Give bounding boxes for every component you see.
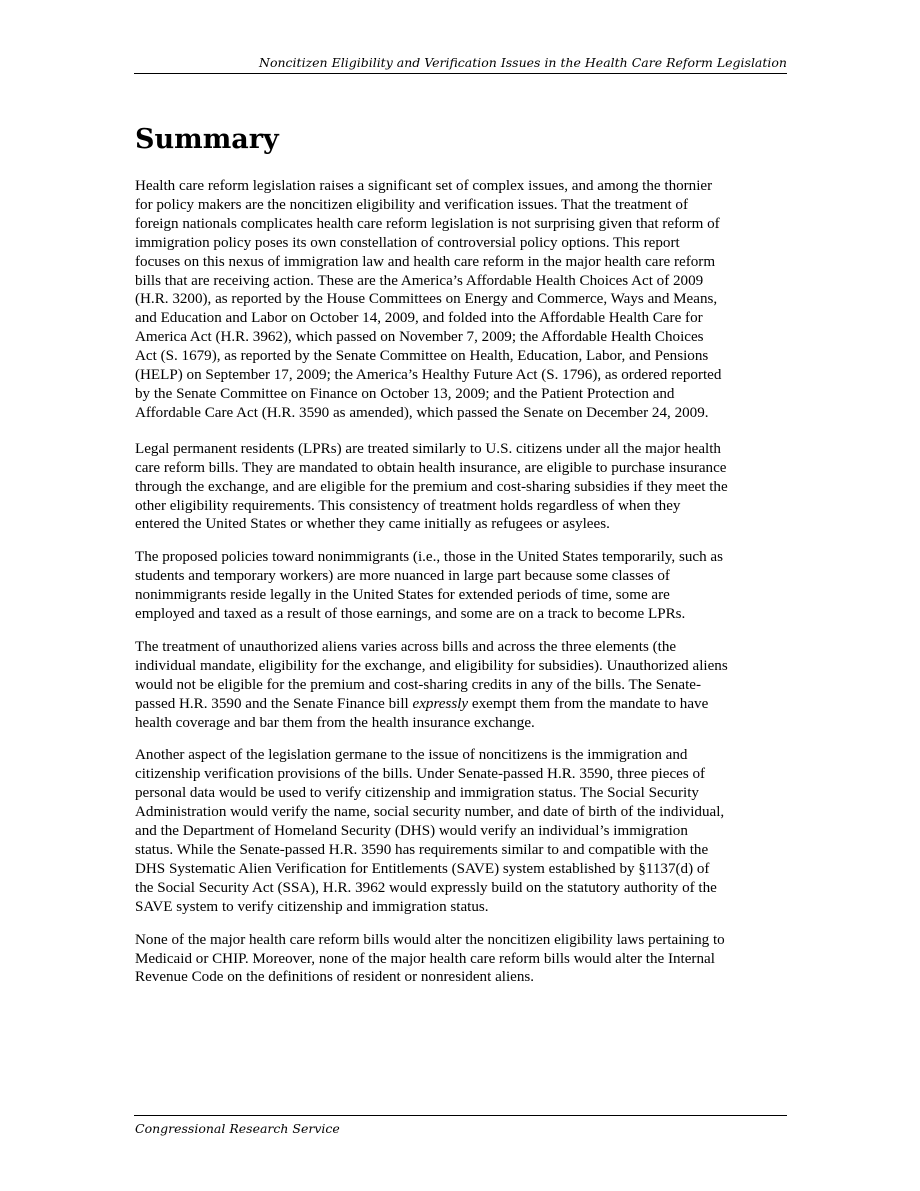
emphasis-text: expressly bbox=[412, 695, 469, 712]
footer-divider bbox=[134, 1115, 787, 1116]
paragraph-nonimmigrants: The proposed policies toward nonimmigrants (i.e., those in the United States temporarily, such as students and temporary workers) are more nuanced in large part because some classes of nonimmigrants reside legally in the United States for extended periods of time, some are employed and taxed as a result of those earnings, and some are on a track to become LPRs. bbox=[135, 549, 723, 623]
paragraph-unauthorized-aliens bbox=[135, 638, 790, 733]
paragraph-overview: Health care reform legislation raises a significant set of complex issues, and among the thornier for policy makers are the noncitizen eligibility and verification issues. That the treatment of foreign nationals complicates health care reform legislation is not surprising given that reform of immigration policy poses its own constellation of controversial policy options. This report focuses on this nexus of immigration law and health care reform in the major health care reform bills that are receiving action. These are the America’s Affordable Health Choices Act of 2009 (H.R. 3200), as reported by the House Committees on Energy and Commerce, Ways and Means, and Education and Labor on October 14, 2009, and folded into the Affordable Health Care for America Act (H.R. 3962), which passed on November 7, 2009; the Affordable Health Choices Act (S. 1679), as reported by the Senate Committee on Health, Education, Labor, and Pensions (HELP) on September 17, 2009; the America’s Healthy Future Act (S. 1796), as ordered reported by the Senate Committee on Finance on October 13, 2009; and the Patient Protection and Affordable Care Act (H.R. 3590 as amended), which passed the Senate on December 24, 2009. bbox=[135, 178, 722, 421]
paragraph-verification: Another aspect of the legislation germane to the issue of noncitizens is the immigration and citizenship verification provisions of the bills. Under Senate-passed H.R. 3590, three pieces of personal data would be used to verify citizenship and immigration status. The Social Security Administration would verify the name, social security number, and date of birth of the individual, and the Department of Homeland Security (DHS) would verify an individual’s immigration status. While the Senate-passed H.R. 3590 has requirements similar to and compatible with the DHS Systematic Alien Verification for Entitlements (SAVE) system established by §1137(d) of the Social Security Act (SSA), H.R. 3962 would expressly build on the statutory authority of the SAVE system to verify citizenship and immigration status. bbox=[135, 747, 725, 915]
paragraph-text: exempt them from the mandate to have health coverage and bar them from the health insurance exchange. bbox=[135, 695, 709, 731]
paragraph-text: The treatment of unauthorized aliens varies across bills and across the three elements (the individual mandate, eligibility for the exchange, and eligibility for subsidies). Unauthorized aliens would not be eligible for the premium and cost-sharing credits in any of the bills. The Senate- passed H.R. 3590 and the Senate Finance bill bbox=[135, 638, 728, 712]
summary-body bbox=[135, 177, 790, 1001]
running-header: Noncitizen Eligibility and Verification Issues in the Health Care Reform Legislation bbox=[259, 55, 787, 70]
paragraph-lprs: Legal permanent residents (LPRs) are treated similarly to U.S. citizens under all the major health care reform bills. They are mandated to obtain health insurance, are eligible to purchase insurance through the exchange, and are eligible for the premium and cost-sharing subsidies if they meet the other eligibility requirements. This consistency of treatment holds regardless of when they entered the United States or whether they came initially as refugees or asylees. bbox=[135, 440, 728, 533]
footer-publisher: Congressional Research Service bbox=[135, 1121, 340, 1136]
paragraph-medicaid-chip: None of the major health care reform bills would alter the noncitizen eligibility laws pertaining to Medicaid or CHIP. Moreover, none of the major health care reform bills would alter the Internal Revenue Code on the definitions of resident or nonresident aliens. bbox=[135, 931, 725, 986]
section-title: Summary bbox=[135, 124, 279, 155]
header-divider bbox=[134, 73, 787, 74]
